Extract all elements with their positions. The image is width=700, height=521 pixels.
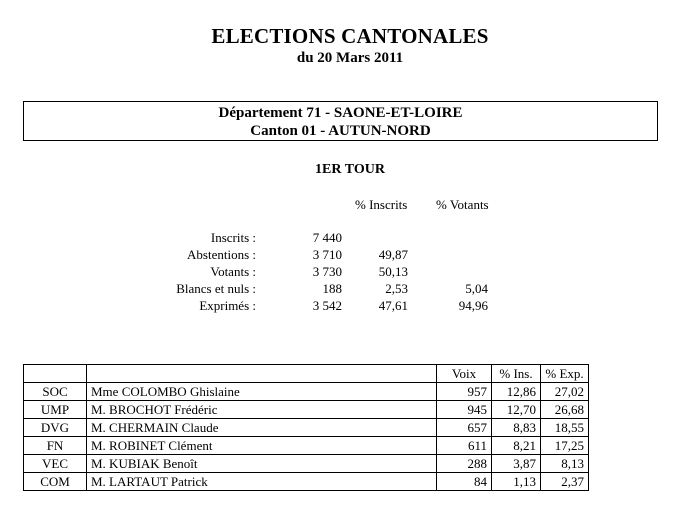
candidate-cell: M. KUBIAK Benoît bbox=[87, 455, 437, 473]
table-row bbox=[24, 401, 589, 419]
col-header-pct-votants: % Votants bbox=[436, 197, 489, 212]
stat-pct-inscrits: 50,13 bbox=[378, 264, 408, 279]
table-row bbox=[24, 455, 589, 473]
stat-value: 3 542 bbox=[312, 298, 342, 313]
stat-label: Exprimés : bbox=[199, 298, 256, 313]
stat-label: Inscrits : bbox=[210, 230, 256, 245]
candidate-cell: M. LARTAUT Patrick bbox=[87, 473, 437, 491]
voix-cell: 611 bbox=[437, 437, 492, 455]
party-cell: SOC bbox=[24, 383, 87, 401]
pct-ins-cell: 12,70 bbox=[492, 401, 541, 419]
stat-label: Abstentions : bbox=[187, 247, 256, 262]
results-header-row bbox=[24, 365, 589, 383]
pct-ins-cell: 3,87 bbox=[492, 455, 541, 473]
voix-cell: 288 bbox=[437, 455, 492, 473]
stat-pct-votants: 94,96 bbox=[458, 298, 488, 313]
tour-heading: 1ER TOUR bbox=[315, 162, 385, 177]
stat-label: Blancs et nuls : bbox=[176, 281, 256, 296]
candidate-cell: M. BROCHOT Frédéric bbox=[87, 401, 437, 419]
pct-exp-cell: 17,25 bbox=[541, 437, 589, 455]
party-cell: VEC bbox=[24, 455, 87, 473]
election-date: du 20 Mars 2011 bbox=[296, 50, 404, 66]
pct-exp-cell: 26,68 bbox=[541, 401, 589, 419]
pct-ins-cell: 8,83 bbox=[492, 419, 541, 437]
stat-pct-votants: 5,04 bbox=[465, 281, 488, 296]
pct-exp-cell: 27,02 bbox=[541, 383, 589, 401]
party-cell: FN bbox=[24, 437, 87, 455]
voix-cell: 657 bbox=[437, 419, 492, 437]
stat-value: 7 440 bbox=[312, 230, 342, 245]
party-cell: COM bbox=[24, 473, 87, 491]
voix-cell: 945 bbox=[437, 401, 492, 419]
pct-exp-cell: 2,37 bbox=[541, 473, 589, 491]
candidate-cell: M. CHERMAIN Claude bbox=[87, 419, 437, 437]
party-cell: UMP bbox=[24, 401, 87, 419]
stat-value: 3 710 bbox=[312, 247, 342, 262]
stat-value: 188 bbox=[322, 281, 342, 296]
stat-pct-inscrits: 49,87 bbox=[378, 247, 408, 262]
stat-value: 3 730 bbox=[312, 264, 342, 279]
stat-row-votants bbox=[0, 264, 700, 281]
stat-pct-inscrits: 2,53 bbox=[385, 281, 408, 296]
pct-ins-cell: 8,21 bbox=[492, 437, 541, 455]
candidate-cell: Mme COLOMBO Ghislaine bbox=[87, 383, 437, 401]
departement-label: Département 71 - SAONE-ET-LOIRE bbox=[218, 105, 463, 121]
header-voix: Voix bbox=[437, 365, 492, 383]
candidate-cell: M. ROBINET Clément bbox=[87, 437, 437, 455]
col-header-pct-inscrits: % Inscrits bbox=[355, 197, 408, 212]
header-party bbox=[24, 365, 87, 383]
pct-exp-cell: 8,13 bbox=[541, 455, 589, 473]
voix-cell: 957 bbox=[437, 383, 492, 401]
stat-row-blancs-nuls bbox=[0, 281, 700, 298]
table-row bbox=[24, 473, 589, 491]
pct-ins-cell: 12,86 bbox=[492, 383, 541, 401]
stat-row-exprimes bbox=[0, 298, 700, 315]
table-row bbox=[24, 383, 589, 401]
canton-label: Canton 01 - AUTUN-NORD bbox=[250, 123, 431, 139]
pct-ins-cell: 1,13 bbox=[492, 473, 541, 491]
header-candidate bbox=[87, 365, 437, 383]
stat-label: Votants : bbox=[210, 264, 256, 279]
page-title: ELECTIONS CANTONALES bbox=[211, 24, 489, 48]
stat-row-inscrits bbox=[0, 230, 700, 247]
header-pct-ins: % Ins. bbox=[492, 365, 541, 383]
header-pct-exp: % Exp. bbox=[541, 365, 589, 383]
stat-row-abstentions bbox=[0, 247, 700, 264]
party-cell: DVG bbox=[24, 419, 87, 437]
voix-cell: 84 bbox=[437, 473, 492, 491]
location-box bbox=[23, 101, 658, 141]
stat-pct-inscrits: 47,61 bbox=[378, 298, 408, 313]
table-row bbox=[24, 437, 589, 455]
table-row bbox=[24, 419, 589, 437]
pct-exp-cell: 18,55 bbox=[541, 419, 589, 437]
results-table bbox=[23, 364, 589, 491]
